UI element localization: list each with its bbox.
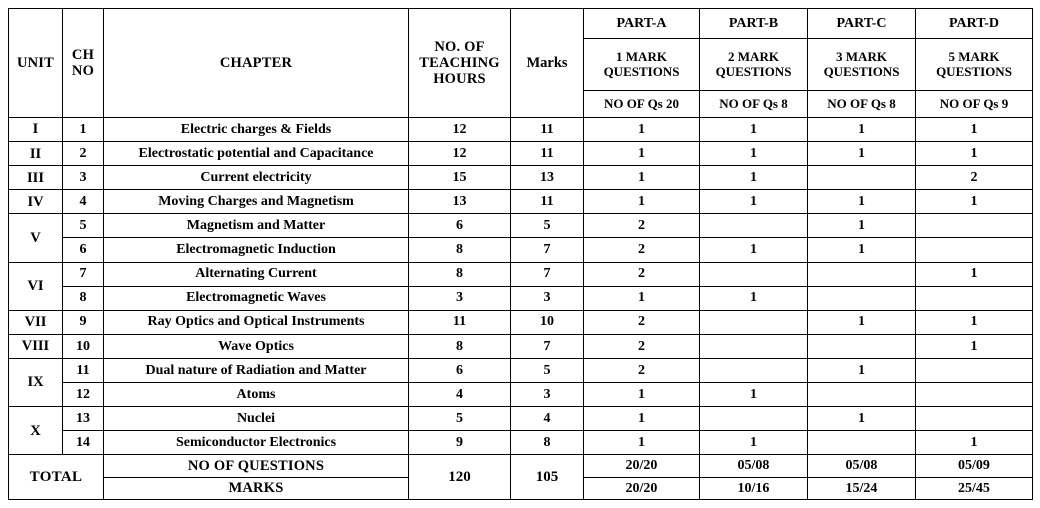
header-part-a: PART-A: [584, 9, 700, 39]
table-row: [9, 310, 1033, 334]
total-marks-part-d: 25/45: [916, 477, 1033, 500]
cell-chapter: Wave Optics: [104, 334, 409, 358]
table-row: [9, 166, 1033, 190]
cell-part-d: 1: [916, 431, 1033, 455]
cell-part-a: 1: [584, 286, 700, 310]
cell-ch-no: 6: [63, 238, 104, 262]
cell-chapter: Ray Optics and Optical Instruments: [104, 310, 409, 334]
cell-part-c: [808, 262, 916, 286]
cell-part-c: 1: [808, 238, 916, 262]
cell-marks: 7: [511, 262, 584, 286]
cell-part-d: [916, 214, 1033, 238]
cell-part-d: [916, 358, 1033, 382]
header-part-b-count: NO OF Qs 8: [700, 91, 808, 118]
total-questions-row: [9, 455, 1033, 478]
cell-chapter: Atoms: [104, 383, 409, 407]
table-footer: [9, 455, 1033, 500]
cell-unit: VII: [9, 310, 63, 334]
cell-marks: 11: [511, 142, 584, 166]
header-teaching-hours: [409, 9, 511, 118]
header-part-b-sub-line2: QUESTIONS: [715, 63, 792, 79]
cell-marks: 11: [511, 190, 584, 214]
table-row: [9, 286, 1033, 310]
cell-unit: I: [9, 118, 63, 142]
header-part-a-count: NO OF Qs 20: [584, 91, 700, 118]
header-part-d: PART-D: [916, 9, 1033, 39]
cell-teaching-hours: 15: [409, 166, 511, 190]
cell-marks: 3: [511, 383, 584, 407]
cell-teaching-hours: 5: [409, 407, 511, 431]
header-ch-no-line2: NO: [71, 63, 95, 79]
cell-chapter: Dual nature of Radiation and Matter: [104, 358, 409, 382]
table-row: [9, 262, 1033, 286]
cell-part-b: 1: [700, 118, 808, 142]
cell-part-b: [700, 214, 808, 238]
table-header: [9, 9, 1033, 118]
cell-teaching-hours: 6: [409, 214, 511, 238]
blueprint-table: [8, 8, 1033, 500]
cell-teaching-hours: 12: [409, 142, 511, 166]
header-teaching-hours-line1: NO. OF: [434, 38, 485, 55]
header-part-d-count: NO OF Qs 9: [916, 91, 1033, 118]
cell-teaching-hours: 8: [409, 238, 511, 262]
cell-part-c: 1: [808, 118, 916, 142]
cell-ch-no: 2: [63, 142, 104, 166]
cell-part-c: 1: [808, 214, 916, 238]
cell-part-c: 1: [808, 190, 916, 214]
header-part-d-sub-line2: QUESTIONS: [936, 63, 1012, 79]
table-row: [9, 383, 1033, 407]
header-part-b-subtitle: [700, 39, 808, 91]
total-questions-part-c: 05/08: [808, 455, 916, 478]
blueprint-sheet: [8, 8, 1032, 500]
cell-part-a: 1: [584, 407, 700, 431]
cell-part-c: 1: [808, 142, 916, 166]
header-part-b: PART-B: [700, 9, 808, 39]
cell-ch-no: 9: [63, 310, 104, 334]
cell-part-c: 1: [808, 407, 916, 431]
total-marks-part-c: 15/24: [808, 477, 916, 500]
cell-marks: 13: [511, 166, 584, 190]
header-chapter: CHAPTER: [104, 9, 409, 118]
cell-marks: 7: [511, 334, 584, 358]
table-row: [9, 334, 1033, 358]
cell-unit: VIII: [9, 334, 63, 358]
cell-part-d: [916, 383, 1033, 407]
total-marks-part-a: 20/20: [584, 477, 700, 500]
table-row: [9, 142, 1033, 166]
cell-part-c: 1: [808, 310, 916, 334]
cell-unit: IV: [9, 190, 63, 214]
table-row: [9, 407, 1033, 431]
cell-marks: 11: [511, 118, 584, 142]
header-part-d-subtitle: [916, 39, 1033, 91]
header-part-a-sub-line2: QUESTIONS: [603, 63, 680, 79]
table-body: [9, 118, 1033, 455]
cell-unit: II: [9, 142, 63, 166]
cell-part-b: [700, 358, 808, 382]
cell-part-d: [916, 286, 1033, 310]
cell-part-a: 1: [584, 166, 700, 190]
cell-ch-no: 11: [63, 358, 104, 382]
cell-teaching-hours: 9: [409, 431, 511, 455]
table-row: [9, 214, 1033, 238]
cell-part-b: [700, 262, 808, 286]
cell-unit: VI: [9, 262, 63, 310]
cell-chapter: Moving Charges and Magnetism: [104, 190, 409, 214]
cell-part-b: [700, 334, 808, 358]
table-row: [9, 431, 1033, 455]
cell-part-a: 2: [584, 262, 700, 286]
cell-part-d: 1: [916, 190, 1033, 214]
total-marks-part-b: 10/16: [700, 477, 808, 500]
cell-chapter: Semiconductor Electronics: [104, 431, 409, 455]
cell-part-a: 1: [584, 190, 700, 214]
cell-part-c: [808, 334, 916, 358]
cell-part-a: 1: [584, 118, 700, 142]
cell-part-d: 1: [916, 262, 1033, 286]
cell-part-d: 1: [916, 118, 1033, 142]
cell-teaching-hours: 6: [409, 358, 511, 382]
cell-part-c: [808, 383, 916, 407]
cell-marks: 8: [511, 431, 584, 455]
cell-ch-no: 1: [63, 118, 104, 142]
total-questions-caption: NO OF QUESTIONS: [104, 455, 409, 478]
cell-part-d: [916, 238, 1033, 262]
cell-marks: 5: [511, 214, 584, 238]
cell-part-a: 2: [584, 358, 700, 382]
cell-part-a: 2: [584, 310, 700, 334]
cell-part-a: 2: [584, 214, 700, 238]
header-ch-no-line1: CH: [71, 46, 95, 63]
cell-ch-no: 13: [63, 407, 104, 431]
cell-part-a: 2: [584, 334, 700, 358]
total-questions-part-a: 20/20: [584, 455, 700, 478]
header-teaching-hours-line3: HOURS: [433, 71, 486, 88]
cell-ch-no: 3: [63, 166, 104, 190]
cell-part-a: 1: [584, 431, 700, 455]
cell-teaching-hours: 3: [409, 286, 511, 310]
header-teaching-hours-line2: TEACHING: [419, 54, 500, 71]
cell-part-b: 1: [700, 142, 808, 166]
table-row: [9, 238, 1033, 262]
cell-part-a: 1: [584, 383, 700, 407]
header-part-c: PART-C: [808, 9, 916, 39]
cell-chapter: Current electricity: [104, 166, 409, 190]
cell-chapter: Electrostatic potential and Capacitance: [104, 142, 409, 166]
cell-chapter: Electromagnetic Induction: [104, 238, 409, 262]
table-row: [9, 118, 1033, 142]
cell-ch-no: 5: [63, 214, 104, 238]
header-part-a-subtitle: [584, 39, 700, 91]
header-part-c-sub-line1: 3 MARK: [836, 48, 887, 64]
table-row: [9, 190, 1033, 214]
header-part-a-sub-line1: 1 MARK: [616, 48, 667, 64]
cell-ch-no: 7: [63, 262, 104, 286]
cell-part-b: 1: [700, 383, 808, 407]
cell-ch-no: 4: [63, 190, 104, 214]
header-part-c-subtitle: [808, 39, 916, 91]
cell-unit: IX: [9, 358, 63, 406]
cell-marks: 4: [511, 407, 584, 431]
cell-marks: 3: [511, 286, 584, 310]
cell-teaching-hours: 8: [409, 334, 511, 358]
header-part-c-count: NO OF Qs 8: [808, 91, 916, 118]
total-questions-part-d: 05/09: [916, 455, 1033, 478]
cell-marks: 10: [511, 310, 584, 334]
cell-ch-no: 8: [63, 286, 104, 310]
total-marks-caption: MARKS: [104, 477, 409, 500]
cell-part-b: [700, 310, 808, 334]
cell-chapter: Nuclei: [104, 407, 409, 431]
cell-part-b: 1: [700, 166, 808, 190]
cell-part-d: 1: [916, 142, 1033, 166]
total-label: TOTAL: [9, 455, 104, 500]
cell-unit: V: [9, 214, 63, 262]
header-unit: UNIT: [9, 9, 63, 118]
cell-part-c: [808, 166, 916, 190]
header-part-b-sub-line1: 2 MARK: [728, 48, 779, 64]
cell-ch-no: 12: [63, 383, 104, 407]
cell-part-b: 1: [700, 238, 808, 262]
cell-part-c: 1: [808, 358, 916, 382]
cell-part-c: [808, 431, 916, 455]
cell-chapter: Alternating Current: [104, 262, 409, 286]
cell-ch-no: 14: [63, 431, 104, 455]
cell-part-d: 1: [916, 310, 1033, 334]
cell-part-b: 1: [700, 286, 808, 310]
cell-unit: X: [9, 407, 63, 455]
cell-teaching-hours: 4: [409, 383, 511, 407]
total-teaching-hours: 120: [409, 455, 511, 500]
cell-marks: 7: [511, 238, 584, 262]
cell-part-a: 2: [584, 238, 700, 262]
cell-part-b: [700, 407, 808, 431]
table-row: [9, 358, 1033, 382]
cell-part-b: 1: [700, 431, 808, 455]
cell-part-d: 2: [916, 166, 1033, 190]
cell-chapter: Magnetism and Matter: [104, 214, 409, 238]
total-questions-part-b: 05/08: [700, 455, 808, 478]
cell-part-a: 1: [584, 142, 700, 166]
cell-marks: 5: [511, 358, 584, 382]
cell-ch-no: 10: [63, 334, 104, 358]
cell-teaching-hours: 12: [409, 118, 511, 142]
cell-teaching-hours: 11: [409, 310, 511, 334]
cell-teaching-hours: 8: [409, 262, 511, 286]
cell-unit: III: [9, 166, 63, 190]
header-row-parts: [9, 9, 1033, 39]
cell-part-d: [916, 407, 1033, 431]
cell-part-b: 1: [700, 190, 808, 214]
cell-teaching-hours: 13: [409, 190, 511, 214]
header-part-d-sub-line1: 5 MARK: [948, 48, 1000, 64]
header-ch-no: [63, 9, 104, 118]
header-part-c-sub-line2: QUESTIONS: [823, 63, 900, 79]
header-marks: Marks: [511, 9, 584, 118]
total-marks: 105: [511, 455, 584, 500]
cell-chapter: Electric charges & Fields: [104, 118, 409, 142]
cell-part-c: [808, 286, 916, 310]
cell-chapter: Electromagnetic Waves: [104, 286, 409, 310]
cell-part-d: 1: [916, 334, 1033, 358]
